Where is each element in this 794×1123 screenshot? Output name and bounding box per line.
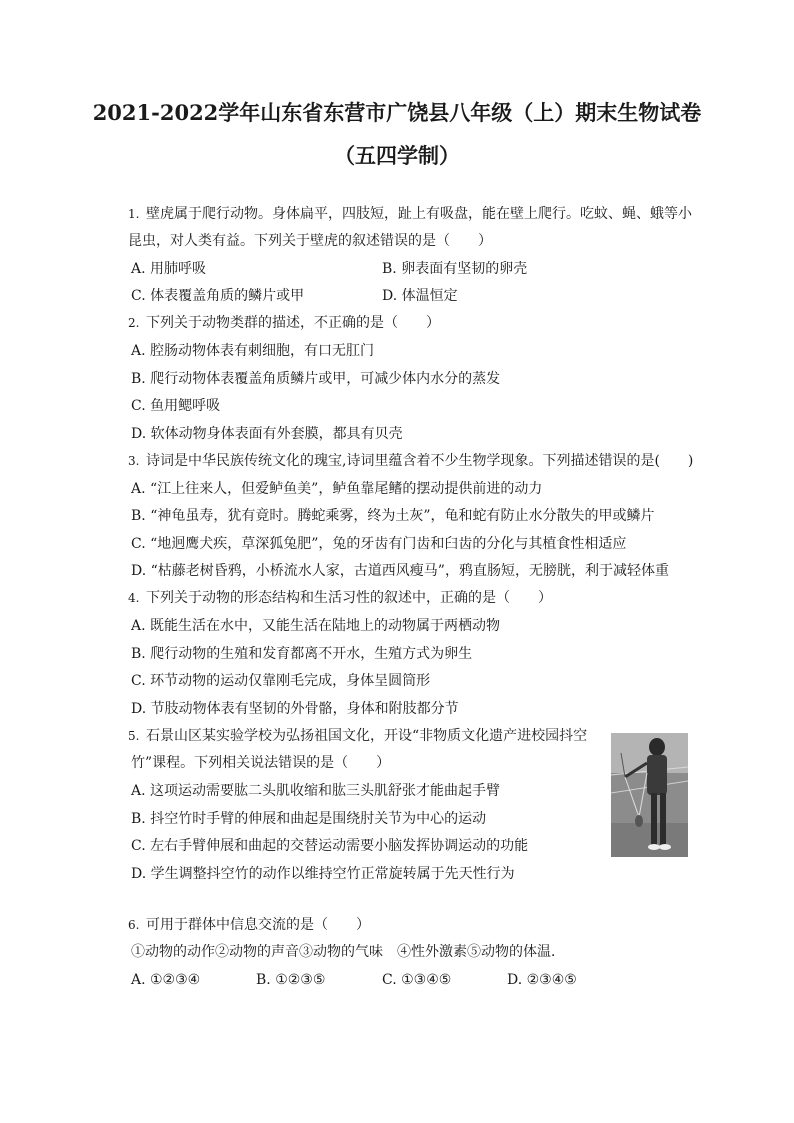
question-number: 2. — [128, 316, 140, 330]
question-1-option-d: D. 体温恒定 — [382, 288, 458, 304]
question-3-option-d: D. “枯藤老树昏鸦，小桥流水人家，古道西风瘦马”，鸦直肠短，无膀胱，利于减轻体重 — [131, 563, 669, 579]
diabolo-photo-illustration — [611, 733, 688, 857]
question-1-stem-line-1: 1. 壁虎属于爬行动物。身体扁平，四肢短，趾上有吸盘，能在壁上爬行。吃蚊、蝇、蛾等小 — [128, 206, 692, 222]
question-number: 6. — [128, 918, 140, 932]
question-5-option-c: C. 左右手臂伸展和曲起的交替运动需要小脑发挥协调运动的功能 — [131, 838, 529, 854]
question-2-option-d: D. 软体动物身体表面有外套膜，都具有贝壳 — [131, 426, 403, 442]
question-2-stem: 2. 下列关于动物类群的描述，不正确的是（ ） — [128, 315, 440, 331]
question-3-stem: 3. 诗词是中华民族传统文化的瑰宝,诗词里蕴含着不少生物学现象。下列描述错误的是( ) — [128, 453, 694, 469]
exam-title: 2021-2022学年山东省东营市广饶县八年级（上）期末生物试卷 — [92, 100, 702, 125]
question-5-option-a: A. 这项运动需要肱二头肌收缩和肱三头肌舒张才能曲起手臂 — [131, 783, 501, 799]
question-6-stem: 6. 可用于群体中信息交流的是（ ） — [128, 917, 370, 933]
question-1-option-a: A. 用肺呼吸 — [131, 261, 207, 277]
question-number: 1. — [128, 207, 140, 221]
question-1-stem-line-2: 昆虫，对人类有益。下列关于壁虎的叙述错误的是（ ） — [128, 233, 492, 249]
question-6-stem-line-2: ①动物的动作②动物的声音③动物的气味 ④性外激素⑤动物的体温． — [131, 944, 565, 960]
question-4-option-a: A. 既能生活在水中，又能生活在陆地上的动物属于两栖动物 — [131, 618, 501, 634]
question-1-option-c: C. 体表覆盖角质的鳞片或甲 — [131, 288, 305, 304]
question-4-option-d: D. 节肢动物体表有坚韧的外骨骼，身体和附肢都分节 — [131, 701, 459, 717]
question-2-option-b: B. 爬行动物体表覆盖角质鳞片或甲，可减少体内水分的蒸发 — [131, 371, 501, 387]
question-3-option-a: A. “江上往来人，但爱鲈鱼美”，鲈鱼靠尾鳍的摆动提供前进的动力 — [131, 481, 543, 497]
question-6-option-b: B. ①②③⑤ — [256, 972, 326, 988]
question-5-option-d: D. 学生调整抖空竹的动作以维持空竹正常旋转属于先天性行为 — [131, 866, 515, 882]
question-4-stem: 4. 下列关于动物的形态结构和生活习性的叙述中，正确的是（ ） — [128, 590, 552, 606]
question-number: 3. — [128, 454, 140, 468]
question-4-option-c: C. 环节动物的运动仅靠刚毛完成，身体呈圆筒形 — [131, 673, 431, 689]
question-number: 4. — [128, 591, 140, 605]
question-5-option-b: B. 抖空竹时手臂的伸展和曲起是围绕肘关节为中心的运动 — [131, 811, 487, 827]
question-6-option-c: C. ①③④⑤ — [382, 972, 452, 988]
question-2-option-a: A. 腔肠动物体表有刺细胞，有口无肛门 — [131, 343, 375, 359]
exam-subtitle: （五四学制） — [334, 143, 460, 168]
question-1-option-b: B. 卵表面有坚韧的卵壳 — [382, 261, 528, 277]
question-3-option-c: C. “地迥鹰犬疾，草深狐兔肥”，兔的牙齿有门齿和臼齿的分化与其植食性相适应 — [131, 536, 627, 552]
question-6-option-a: A. ①②③④ — [131, 972, 201, 988]
question-5-stem-line-1: 5. 石景山区某实验学校为弘扬祖国文化，开设“非物质文化遗产进校园抖空 — [128, 728, 588, 744]
question-6-option-d: D. ②③④⑤ — [507, 972, 577, 988]
question-3-option-b: B. “神龟虽寿，犹有竟时。腾蛇乘雾，终为土灰”，龟和蛇有防止水分散失的甲或鳞片 — [131, 508, 655, 524]
question-2-option-c: C. 鱼用鳃呼吸 — [131, 398, 221, 414]
question-number: 5. — [128, 729, 140, 743]
question-5-stem-line-2: 竹”课程。下列相关说法错误的是（ ） — [131, 755, 391, 771]
question-4-option-b: B. 爬行动物的生殖和发育都离不开水，生殖方式为卵生 — [131, 646, 473, 662]
diabolo-student-photo — [611, 733, 688, 857]
